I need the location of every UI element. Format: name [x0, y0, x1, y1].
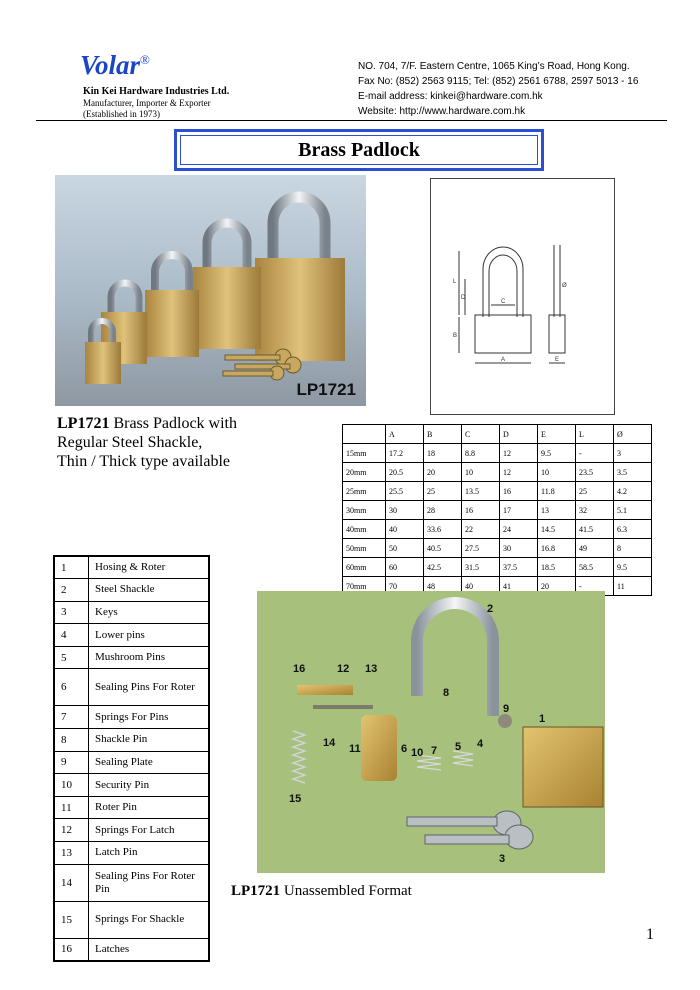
parts-row	[54, 669, 209, 706]
product-description-line: LP1721 Brass Padlock with	[57, 415, 237, 432]
callout-5: 5	[455, 741, 462, 753]
dimension-cell: 11	[614, 577, 652, 596]
part-name: Sealing Pins For Roter	[89, 669, 210, 706]
padlock-photo-illustration	[55, 175, 366, 406]
part-name: Springs For Latch	[89, 819, 210, 842]
part-name: Latch Pin	[89, 842, 210, 865]
parts-row	[54, 624, 209, 647]
description-line: (Established in 1973)	[83, 109, 160, 119]
unassembled-photo-illustration	[257, 591, 605, 873]
callout-13: 13	[365, 663, 378, 675]
product-description-line: Regular Steel Shackle,	[57, 434, 203, 451]
dimension-cell: 3	[614, 444, 652, 463]
dimension-row	[343, 463, 652, 482]
callout-15: 15	[289, 793, 302, 805]
parts-row	[54, 751, 209, 774]
dimension-header-cell: Ø	[614, 425, 652, 444]
drawing-label-d: D	[461, 295, 466, 301]
dimension-cell: 42.5	[424, 558, 462, 577]
dimension-cell: 28	[424, 501, 462, 520]
dimension-row	[343, 520, 652, 539]
dimension-cell: 4.2	[614, 482, 652, 501]
drawing-label-diameter: Ø	[562, 283, 567, 289]
part-number: 15	[54, 901, 89, 938]
parts-row	[54, 646, 209, 669]
dimension-cell: 40	[386, 520, 424, 539]
dimension-cell: 48	[424, 577, 462, 596]
dimension-header-cell: D	[500, 425, 538, 444]
dimension-cell: 6.3	[614, 520, 652, 539]
dimension-cell: 27.5	[462, 539, 500, 558]
dimension-header-cell: C	[462, 425, 500, 444]
dimension-cell: 8	[614, 539, 652, 558]
part-name: Shackle Pin	[89, 729, 210, 752]
callout-6: 6	[401, 743, 408, 755]
product-description	[57, 414, 237, 471]
dimension-cell: 25mm	[343, 482, 386, 501]
dimension-cell: 5.1	[614, 501, 652, 520]
dimension-cell: 25	[576, 482, 614, 501]
part-name: Sealing Plate	[89, 751, 210, 774]
part-number: 8	[54, 729, 89, 752]
dimension-header-row	[343, 425, 652, 444]
dimension-cell: 16.8	[538, 539, 576, 558]
dimension-cell: 37.5	[500, 558, 538, 577]
dimension-row	[343, 501, 652, 520]
dimension-cell: 16	[462, 501, 500, 520]
dimension-cell: 23.5	[576, 463, 614, 482]
part-number: 16	[54, 938, 89, 961]
dimension-cell: 58.5	[576, 558, 614, 577]
dimension-cell: 20	[424, 463, 462, 482]
dimension-cell: 18	[424, 444, 462, 463]
callout-2: 2	[487, 603, 494, 615]
parts-row	[54, 579, 209, 602]
dimension-cell: 10	[462, 463, 500, 482]
dimension-row	[343, 558, 652, 577]
part-number: 10	[54, 774, 89, 797]
dimension-cell: 40mm	[343, 520, 386, 539]
description-line: Manufacturer, Importer & Exporter	[83, 98, 211, 108]
drawing-label-b: B	[453, 333, 458, 339]
parts-row	[54, 796, 209, 819]
dimension-row	[343, 444, 652, 463]
dimension-cell: 40	[462, 577, 500, 596]
part-number: 4	[54, 624, 89, 647]
callout-11: 11	[349, 743, 361, 755]
part-number: 12	[54, 819, 89, 842]
parts-row	[54, 601, 209, 624]
dimension-cell: 31.5	[462, 558, 500, 577]
part-name: Mushroom Pins	[89, 646, 210, 669]
dimension-cell: 13	[538, 501, 576, 520]
dimension-header-cell: E	[538, 425, 576, 444]
company-address	[358, 59, 638, 119]
photo-model-label: LP1721	[296, 380, 356, 399]
parts-row	[54, 819, 209, 842]
dimension-cell: -	[576, 577, 614, 596]
dimension-cell: 25	[424, 482, 462, 501]
dimension-cell: 24	[500, 520, 538, 539]
callout-4: 4	[477, 738, 484, 750]
dimension-cell: 70	[386, 577, 424, 596]
dimension-cell: 50	[386, 539, 424, 558]
dimension-cell: 8.8	[462, 444, 500, 463]
parts-row	[54, 774, 209, 797]
header-divider	[36, 120, 667, 121]
company-description	[83, 98, 211, 120]
page-number: 1	[646, 926, 654, 943]
part-name: Keys	[89, 601, 210, 624]
callout-16: 16	[293, 663, 306, 675]
dimension-cell: -	[576, 444, 614, 463]
caption-model: LP1721	[231, 883, 281, 899]
part-number: 7	[54, 706, 89, 729]
part-number: 14	[54, 864, 89, 901]
unassembled-caption: LP1721 Unassembled Format	[231, 883, 412, 899]
dimension-row	[343, 539, 652, 558]
dimension-cell: 33.6	[424, 520, 462, 539]
dimension-cell: 9.5	[614, 558, 652, 577]
dimension-cell: 50mm	[343, 539, 386, 558]
dimension-cell: 9.5	[538, 444, 576, 463]
parts-row	[54, 938, 209, 961]
dimension-drawing	[430, 178, 615, 415]
dimension-cell: 11.8	[538, 482, 576, 501]
dimension-cell: 15mm	[343, 444, 386, 463]
dimension-cell: 13.5	[462, 482, 500, 501]
dimension-header-cell: B	[424, 425, 462, 444]
part-number: 13	[54, 842, 89, 865]
parts-row	[54, 556, 209, 579]
part-name: Sealing Pins For Roter Pin	[89, 864, 210, 901]
dimension-cell: 12	[500, 444, 538, 463]
dimension-cell: 41	[500, 577, 538, 596]
dimension-cell: 10	[538, 463, 576, 482]
part-name: Hosing & Roter	[89, 556, 210, 579]
part-number: 9	[54, 751, 89, 774]
drawing-label-a: A	[501, 357, 506, 363]
part-number: 2	[54, 579, 89, 602]
callout-10: 10	[411, 747, 424, 759]
page-title: Brass Padlock	[298, 138, 420, 161]
drawing-label-l: L	[453, 279, 457, 285]
dimension-cell: 22	[462, 520, 500, 539]
dimension-header-cell: A	[386, 425, 424, 444]
product-description-line: Thin / Thick type available	[57, 453, 230, 470]
dimension-header-cell: L	[576, 425, 614, 444]
dimension-cell: 41.5	[576, 520, 614, 539]
dimension-cell: 30	[386, 501, 424, 520]
dimension-cell: 16	[500, 482, 538, 501]
dimension-cell: 60	[386, 558, 424, 577]
callout-8: 8	[443, 687, 450, 699]
parts-row	[54, 842, 209, 865]
callout-12: 12	[337, 663, 350, 675]
part-name: Security Pin	[89, 774, 210, 797]
dimension-cell: 17.2	[386, 444, 424, 463]
dimension-row	[343, 482, 652, 501]
parts-row	[54, 729, 209, 752]
address-line: NO. 704, 7/F. Eastern Centre, 1065 King’s Road, Hong Kong.	[358, 61, 630, 72]
fax-tel-line: Fax No: (852) 2563 9115; Tel: (852) 2561 6788, 2597 5013 - 16	[358, 76, 639, 87]
part-number: 11	[54, 796, 89, 819]
dimension-cell: 20mm	[343, 463, 386, 482]
callout-3: 3	[499, 853, 506, 865]
part-number: 6	[54, 669, 89, 706]
dimension-cell: 60mm	[343, 558, 386, 577]
part-number: 1	[54, 556, 89, 579]
dimension-drawing-svg	[431, 179, 614, 414]
callout-1: 1	[539, 713, 546, 725]
company-name: Kin Kei Hardware Industries Ltd.	[83, 86, 230, 97]
drawing-label-c: C	[501, 299, 506, 305]
part-name: Springs For Pins	[89, 706, 210, 729]
dimension-header-cell	[343, 425, 386, 444]
parts-row	[54, 901, 209, 938]
dimension-cell: 17	[500, 501, 538, 520]
dimension-cell: 49	[576, 539, 614, 558]
callout-9: 9	[503, 703, 510, 715]
dimension-cell: 14.5	[538, 520, 576, 539]
dimension-cell: 12	[500, 463, 538, 482]
dimension-cell: 20.5	[386, 463, 424, 482]
brand-logo: Volar®	[80, 50, 150, 80]
part-name: Steel Shackle	[89, 579, 210, 602]
part-name: Roter Pin	[89, 796, 210, 819]
dimension-cell: 18.5	[538, 558, 576, 577]
dimension-cell: 3.5	[614, 463, 652, 482]
dimension-cell: 70mm	[343, 577, 386, 596]
page-title-box	[174, 129, 544, 171]
padlock-product-photo	[55, 175, 366, 406]
part-number: 5	[54, 646, 89, 669]
website-line: Website: http://www.hardware.com.hk	[358, 106, 526, 117]
dimension-cell: 30mm	[343, 501, 386, 520]
part-number: 3	[54, 601, 89, 624]
parts-row	[54, 706, 209, 729]
dimension-cell: 32	[576, 501, 614, 520]
part-name: Latches	[89, 938, 210, 961]
product-model: LP1721	[57, 415, 110, 432]
part-name: Springs For Shackle	[89, 901, 210, 938]
drawing-label-e: E	[555, 357, 560, 363]
dimension-cell: 40.5	[424, 539, 462, 558]
email-line: E-mail address: kinkei@hardware.com.hk	[358, 91, 543, 102]
callout-14: 14	[323, 737, 336, 749]
dimension-cell: 30	[500, 539, 538, 558]
unassembled-parts-photo	[257, 591, 605, 873]
part-name: Lower pins	[89, 624, 210, 647]
callout-7: 7	[431, 745, 438, 757]
parts-row	[54, 864, 209, 901]
dimension-cell: 25.5	[386, 482, 424, 501]
dimension-cell: 20	[538, 577, 576, 596]
parts-list-table	[53, 555, 210, 962]
dimension-table	[342, 424, 652, 596]
